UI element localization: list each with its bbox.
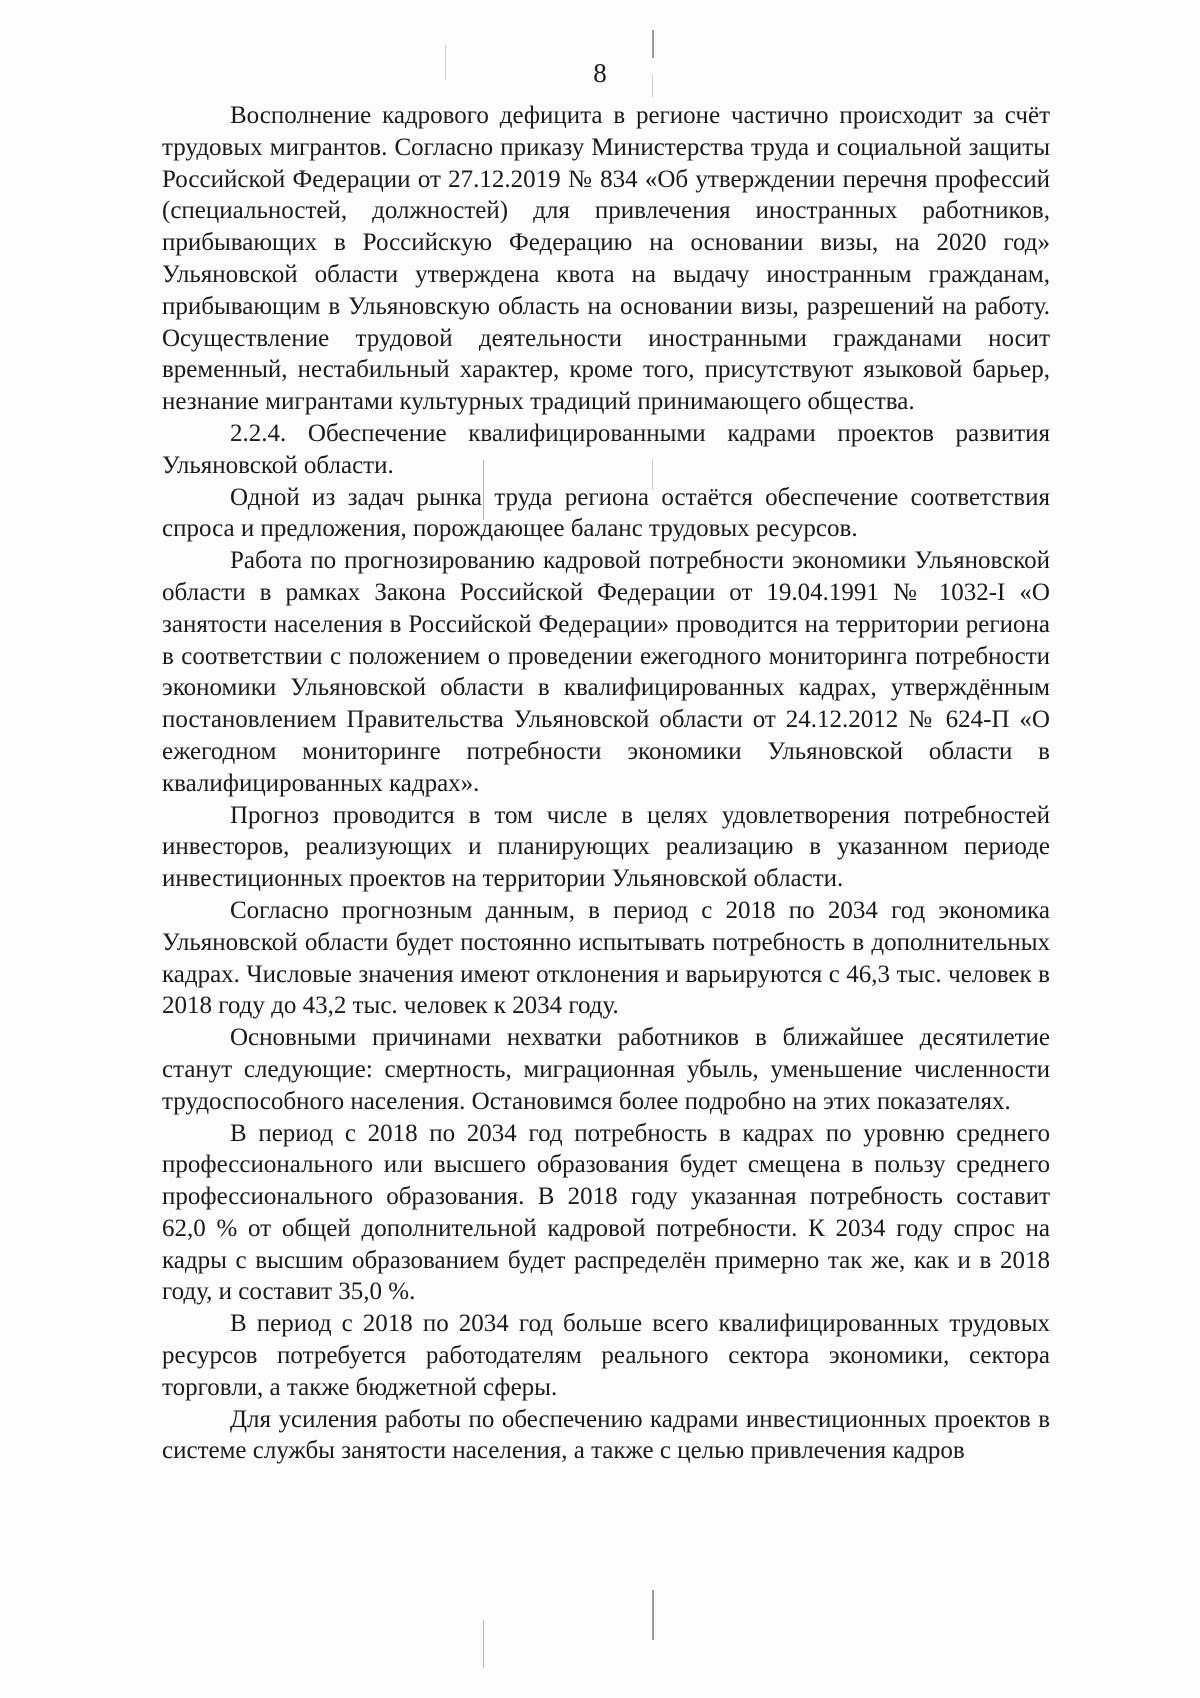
paragraph: Для усиления работы по обеспечению кадрами инвестиционных проектов в системе службы занятости населения, а также с целью привлечения кадров [162,1405,1050,1465]
scan-mark [652,1590,654,1640]
page-number: 8 [593,58,607,88]
paragraph: Согласно прогнозным данным, в период с 2018 по 2034 год экономика Ульяновской области будет постоянно испытывать потребность в дополнительных кадрах. Числовые значения имеют отклонения и варьируются с 46,3 тыс. человек в 2018 году до 43,2 тыс. человек к 2034 году. [162,896,1050,1020]
document-body [162,100,1050,1467]
section-heading: 2.2.4. Обеспечение квалифицированными кадрами проектов развития Ульяновской области. [162,419,1050,479]
paragraph: Прогноз проводится в том числе в целях удовлетворения потребностей инвесторов, реализующих и планирующих реализацию в указанном периоде инвестиционных проектов на территории Ульяновской области. [162,801,1050,893]
paragraph: В период с 2018 по 2034 год потребность в кадрах по уровню среднего профессионального или высшего образования будет смещена в пользу среднего профессионального образования. В 2018 году указанная потребность составит 62,0 % от общей дополнительной кадровой потребности. К 2034 году спрос на кадры с высшим образованием будет распределён примерно так же, как и в 2018 году, и составит 35,0 %. [162,1119,1050,1306]
paragraph: Одной из задач рынка труда региона остаётся обеспечение соответствия спроса и предложения, порождающее баланс трудовых ресурсов. [162,483,1050,543]
scan-mark [652,30,654,58]
paragraph: Работа по прогнозированию кадровой потребности экономики Ульяновской области в рамках Закона Российской Федерации от 19.04.1991 № 1032-I «О занятости населения в Российской Федерации» проводится на территории региона в соответствии с положением о проведении ежегодного мониторинга потребности экономики Ульяновской области в квалифицированных кадрах, утверждённым постановлением Правительства Ульяновской области от 24.12.2012 № 624-П «О ежегодном мониторинге потребности экономики Ульяновской области в квалифицированных кадрах». [162,547,1050,797]
paragraph: Основными причинами нехватки работников в ближайшее десятилетие станут следующие: смертность, миграционная убыль, уменьшение численности трудоспособного населения. Остановимся более подробно на этих показателях. [162,1024,1050,1115]
paragraph: Восполнение кадрового дефицита в регионе частично происходит за счёт трудовых мигрантов. Согласно приказу Министерства труда и социальной защиты Российской Федерации от 27.12.2019 № 834 «Об утверждении перечня профессий (специальностей, должностей) для привлечения иностранных работников, прибывающих в Российскую Федерацию на основании визы, на 2020 год» Ульяновской области утверждена квота на выдачу иностранным гражданам, прибывающим в Ульяновскую область на основании визы, разрешений на работу. Осуществление трудовой деятельности иностранными гражданами носит временный, нестабильный характер, кроме того, присутствуют языковой барьер, незнание мигрантами культурных традиций принимающего общества. [162,102,1050,416]
scan-mark [483,1620,484,1668]
paragraph: В период с 2018 по 2034 год больше всего квалифицированных трудовых ресурсов потребуется работодателям реального сектора экономики, сектора торговли, а также бюджетной сферы. [162,1310,1050,1401]
